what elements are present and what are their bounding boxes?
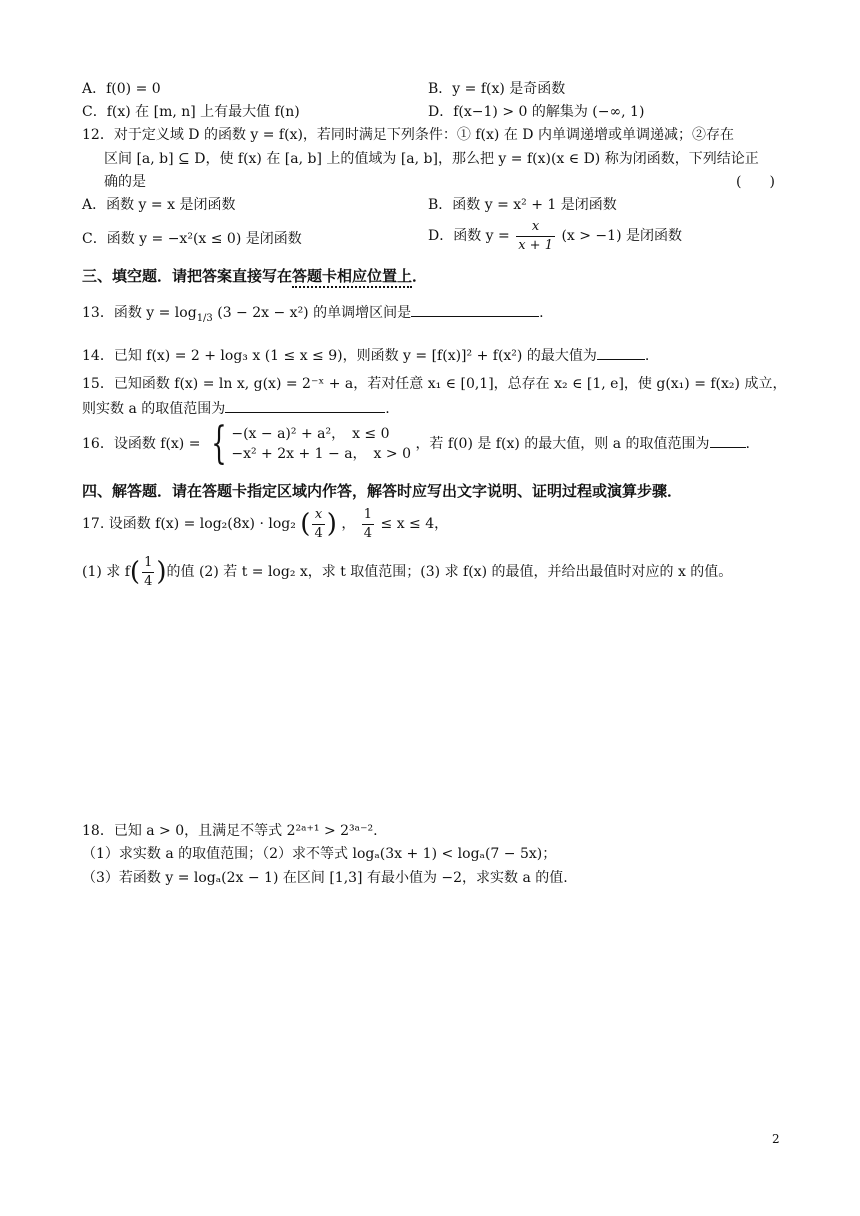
q14-answer-blank[interactable] [597,345,645,360]
q12-option-d-fraction [516,218,555,254]
q17-range-post: ≤ x ≤ 4， [380,516,449,533]
q17-line2 [82,554,732,590]
q16-post: ，若 f(0) 是 f(x) 的最大值，则 a 的取值范围为 [415,436,710,452]
q17-fraction-den: 4 [314,525,323,541]
q12-option-c: C．函数 y = −x²(x ≤ 0) 是闭函数 [82,231,302,247]
q17-line2-post: 的值 (2) 若 t = log₂ x，求 t 取值范围；(3) 求 f(x) 的最值，并给出最值时对应的 x 的值。 [166,564,733,581]
page-number: 2 [772,1132,780,1146]
q11-option-b: B．y = f(x) 是奇函数 [428,81,566,97]
q13 [82,302,544,325]
q17-range-den: 4 [363,525,373,541]
q16-end: . [745,436,750,452]
q16-pre: 16．设函数 f(x) = [82,436,201,452]
q15-line1: 15．已知函数 f(x) = ln x, g(x) = 2⁻ˣ + a，若对任意 x₁ ∈ [0,1]，总存在 x₂ ∈ [1, e]，使 g(x₁) = f(x₂) 成立， [82,376,787,392]
q15-answer-blank[interactable] [225,398,385,413]
section3-title-emphasis: 答题卡相应位置上 [292,267,412,288]
q17-pre: 17. 设函数 f(x) = log₂(8x) · log₂ [82,516,296,533]
q12-option-b: B．函数 y = x² + 1 是闭函数 [428,197,617,213]
q14-text: 14．已知 f(x) = 2 + log₃ x (1 ≤ x ≤ 9)，则函数 y = [f(x)]² + f(x²) 的最大值为 [82,348,597,364]
q12-answer-paren: ( ) [736,174,775,190]
q12-option-d-post: (x > −1) 是闭函数 [561,228,682,245]
q17-line2-den: 4 [144,573,153,589]
q17-fraction-num: x [312,506,324,525]
q17-line1 [82,506,448,542]
q17-paren-close: ) [326,509,337,540]
section4-title: 四、解答题．请在答题卡指定区域内作答，解答时应写出文字说明、证明过程或演算步骤． [82,482,683,500]
section3-title-a: 三、填空题．请把答案直接写在 [82,267,293,285]
q16-case2: −x² + 2x + 1 − a， x > 0 [231,446,411,462]
q13-end: . [539,305,544,321]
q11-option-a: A．f(0) = 0 [82,81,161,97]
q16-brace: { [211,418,227,469]
q17-paren-open: ( [300,509,311,540]
q12-option-d-numerator: x [516,218,555,237]
q17-line2-paren-close: ) [156,557,167,588]
q15-line2 [82,398,390,419]
q13-post: 的单调增区间是 [313,305,412,321]
q13-arg: (3 − 2x − x²) [217,305,309,321]
q18-line2: （1）求实数 a 的取值范围；（2）求不等式 logₐ(3x + 1) < logₐ(7 − 5x)； [82,846,557,862]
q16-case1: −(x − a)² + a²， x ≤ 0 [231,425,390,442]
section3-title [82,266,427,286]
q14 [82,345,649,366]
q13-answer-blank[interactable] [411,302,539,317]
q12-stem-line2: 区间 [a, b] ⊆ D，使 f(x) 在 [a, b] 上的值域为 [a, b]，那么把 y = f(x)(x ∈ D) 称为闭函数，下列结论正 [104,151,759,167]
q12-option-a: A．函数 y = x 是闭函数 [82,197,236,213]
q15-end: . [385,401,390,417]
q11-option-d: D．f(x−1) > 0 的解集为 (−∞, 1) [428,104,645,120]
q16 [82,418,750,469]
q14-end: . [644,348,650,364]
q16-answer-blank[interactable] [710,433,746,448]
q11-option-c: C．f(x) 在 [m, n] 上有最大值 f(n) [82,104,300,120]
q17-line2-pre: (1) 求 f [82,564,130,581]
section3-title-c: ． [412,267,428,285]
q15-line2-text: 则实数 a 的取值范围为 [82,401,226,417]
q12-stem-line3: 确的是 [104,174,146,190]
q17-line2-num: 1 [142,554,154,573]
q17-mid: ， [341,516,356,533]
q12-stem-line1: 12．对于定义域 D 的函数 y = f(x)，若同时满足下列条件：① f(x) 在 D 内单调递增或单调递减；②存在 [82,127,734,143]
q17-fraction [312,506,324,542]
q18-line3: （3）若函数 y = logₐ(2x − 1) 在区间 [1,3] 有最小值为 −2，求实数 a 的值. [82,870,568,886]
q16-cases [231,424,411,465]
q13-log-base: 1/3 [196,312,213,324]
q17-line2-fraction [142,554,154,590]
q17-range-num: 1 [362,506,374,525]
q12-option-d-denominator: x + 1 [518,237,553,253]
q12-option-d-pre: D．函数 y = [428,228,510,245]
q13-pre: 13．函数 y = log [82,305,197,321]
q17-range-fraction [362,506,374,542]
q12-option-d [428,218,682,254]
q17-line2-paren-open: ( [129,557,141,588]
q18-line1: 18．已知 a > 0，且满足不等式 2²ᵃ⁺¹ > 2³ᵃ⁻². [82,823,378,839]
